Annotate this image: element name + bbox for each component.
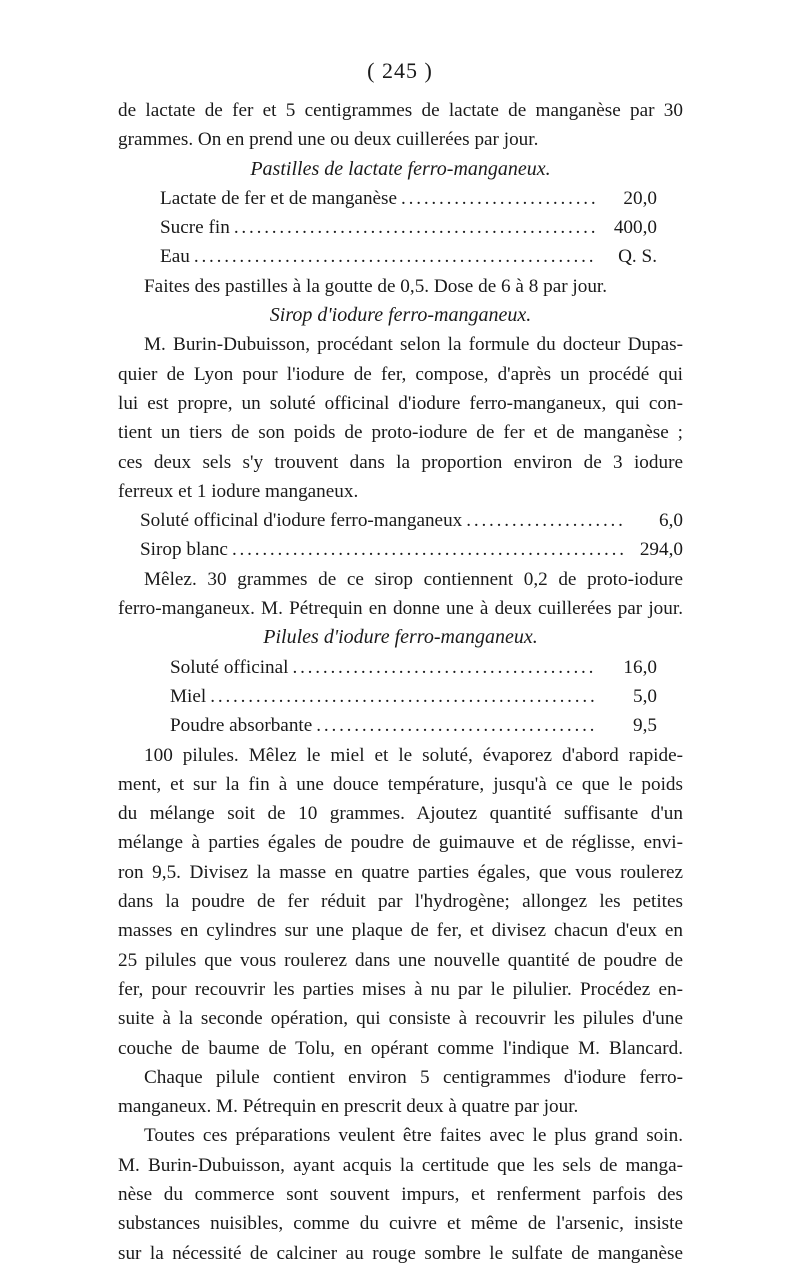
leader-dots bbox=[312, 711, 597, 740]
recipe-pastilles bbox=[118, 184, 683, 272]
recipe-row bbox=[118, 711, 683, 740]
ingredient-name: Soluté officinal d'iodure ferro-manganeux bbox=[140, 510, 463, 532]
text-line: suite à la seconde opération, qui consiste à recouvrir les pilules d'une bbox=[118, 1008, 683, 1030]
ingredient-quantity: 6,0 bbox=[659, 510, 683, 532]
ingredient-quantity: 16,0 bbox=[623, 656, 657, 678]
paragraph-lactate-continued bbox=[118, 96, 683, 155]
section-heading-pilules: Pilules d'iodure ferro-manganeux. bbox=[263, 626, 538, 649]
text-line: sur la nécessité de calciner au rouge sombre le sulfate de manganèse bbox=[118, 1242, 683, 1264]
section-heading-pastilles: Pastilles de lactate ferro-manganeux. bbox=[250, 157, 551, 180]
paragraph-precautions bbox=[118, 1121, 683, 1267]
text-line: 25 pilules que vous roulerez dans une nouvelle quantité de poudre de bbox=[118, 949, 683, 971]
text-line: ron 9,5. Divisez la masse en quatre parties égales, que vous roulerez bbox=[118, 861, 683, 883]
text-line: du mélange soit de 10 grammes. Ajoutez quantité suffisante d'un bbox=[118, 803, 683, 825]
ingredient-name: Soluté officinal bbox=[170, 656, 289, 678]
ingredient-quantity: 20,0 bbox=[623, 187, 657, 209]
paragraph-sirop-dose bbox=[118, 565, 683, 624]
paragraph-burin-dubuisson bbox=[118, 330, 683, 506]
page-body bbox=[118, 96, 683, 1268]
ingredient-quantity: 294,0 bbox=[639, 539, 683, 561]
text-line: Faites des pastilles à la goutte de 0,5. Dose de 6 à 8 par jour. bbox=[144, 275, 608, 297]
text-line: 100 pilules. Mêlez le miel et le soluté, évaporez d'abord rapide- bbox=[144, 744, 683, 766]
leader-dots bbox=[230, 213, 597, 242]
leader-dots bbox=[288, 653, 597, 682]
text-line: fer, pour recouvrir les parties mises à nu par le pilulier. Procédez en- bbox=[118, 978, 683, 1000]
recipe-row bbox=[118, 653, 683, 682]
paragraph-pilules-method bbox=[118, 741, 683, 1063]
ingredient-name: Sirop blanc bbox=[140, 539, 228, 561]
ingredient-name: Miel bbox=[170, 685, 207, 707]
leader-dots bbox=[228, 535, 623, 564]
text-line: manganeux. M. Pétrequin en prescrit deux à quatre par jour. bbox=[118, 1096, 579, 1118]
recipe-row bbox=[118, 242, 683, 271]
page-number: ( 245 ) bbox=[367, 58, 433, 83]
ingredient-quantity: 5,0 bbox=[633, 685, 657, 707]
leader-dots bbox=[206, 682, 597, 711]
text-line: quier de Lyon pour l'iodure de fer, compose, d'après un procédé qui bbox=[118, 363, 683, 385]
recipe-row bbox=[118, 535, 683, 564]
text-line: mélange à parties égales de poudre de guimauve et de réglisse, envi- bbox=[118, 832, 683, 854]
text-line: substances nuisibles, comme du cuivre et même de l'arsenic, insiste bbox=[118, 1213, 683, 1235]
leader-dots bbox=[462, 506, 623, 535]
recipe-pilules bbox=[118, 653, 683, 741]
ingredient-name: Eau bbox=[160, 246, 190, 268]
text-line: lui est propre, un soluté officinal d'iodure ferro-manganeux, qui con- bbox=[118, 392, 683, 414]
text-line: Chaque pilule contient environ 5 centigrammes d'iodure ferro- bbox=[144, 1066, 683, 1088]
text-line: couche de baume de Tolu, en opérant comme l'indique M. Blancard. bbox=[118, 1037, 683, 1059]
text-line: nèse du commerce sont souvent impurs, et renferment parfois des bbox=[118, 1183, 683, 1205]
recipe-sirop bbox=[118, 506, 683, 565]
ingredient-name: Sucre fin bbox=[160, 217, 230, 239]
ingredient-quantity: 400,0 bbox=[613, 217, 657, 239]
text-line: tient un tiers de son poids de proto-iodure de fer et de manganèse ; bbox=[118, 422, 683, 444]
recipe-row bbox=[118, 506, 683, 535]
text-line: grammes. On en prend une ou deux cuillerées par jour. bbox=[118, 129, 539, 151]
ingredient-quantity: 9,5 bbox=[633, 715, 657, 737]
text-line: Toutes ces préparations veulent être faites avec le plus grand soin. bbox=[144, 1125, 683, 1147]
recipe-row bbox=[118, 682, 683, 711]
paragraph-pastilles-dose bbox=[118, 272, 683, 301]
leader-dots bbox=[397, 184, 597, 213]
ingredient-name: Lactate de fer et de manganèse bbox=[160, 187, 398, 209]
text-line: M. Burin-Dubuisson, ayant acquis la certitude que les sels de manga- bbox=[118, 1154, 683, 1176]
paragraph-pilules-dose bbox=[118, 1063, 683, 1122]
ingredient-quantity: Q. S. bbox=[618, 246, 657, 268]
leader-dots bbox=[190, 242, 597, 271]
ingredient-name: Poudre absorbante bbox=[170, 715, 313, 737]
text-line: de lactate de fer et 5 centigrammes de lactate de manganèse par 30 bbox=[118, 100, 683, 121]
text-line: ferro-manganeux. M. Pétrequin en donne une à deux cuillerées par jour. bbox=[118, 598, 683, 620]
text-line: ment, et sur la fin à une douce température, jusqu'à ce que le poids bbox=[118, 773, 683, 795]
text-line: M. Burin-Dubuisson, procédant selon la formule du docteur Dupas- bbox=[144, 334, 683, 356]
section-heading-sirop: Sirop d'iodure ferro-manganeux. bbox=[269, 304, 532, 327]
text-line: Mêlez. 30 grammes de ce sirop contiennent 0,2 de proto-iodure bbox=[144, 568, 683, 590]
text-line: dans la poudre de fer réduit par l'hydrogène; allongez les petites bbox=[118, 891, 683, 913]
text-line: ces deux sels s'y trouvent dans la proportion environ de 3 iodure bbox=[118, 451, 683, 473]
text-line: masses en cylindres sur une plaque de fer, et divisez chacun d'eux en bbox=[118, 920, 683, 942]
recipe-row bbox=[118, 213, 683, 242]
recipe-row bbox=[118, 184, 683, 213]
text-line: ferreux et 1 iodure manganeux. bbox=[118, 480, 359, 502]
